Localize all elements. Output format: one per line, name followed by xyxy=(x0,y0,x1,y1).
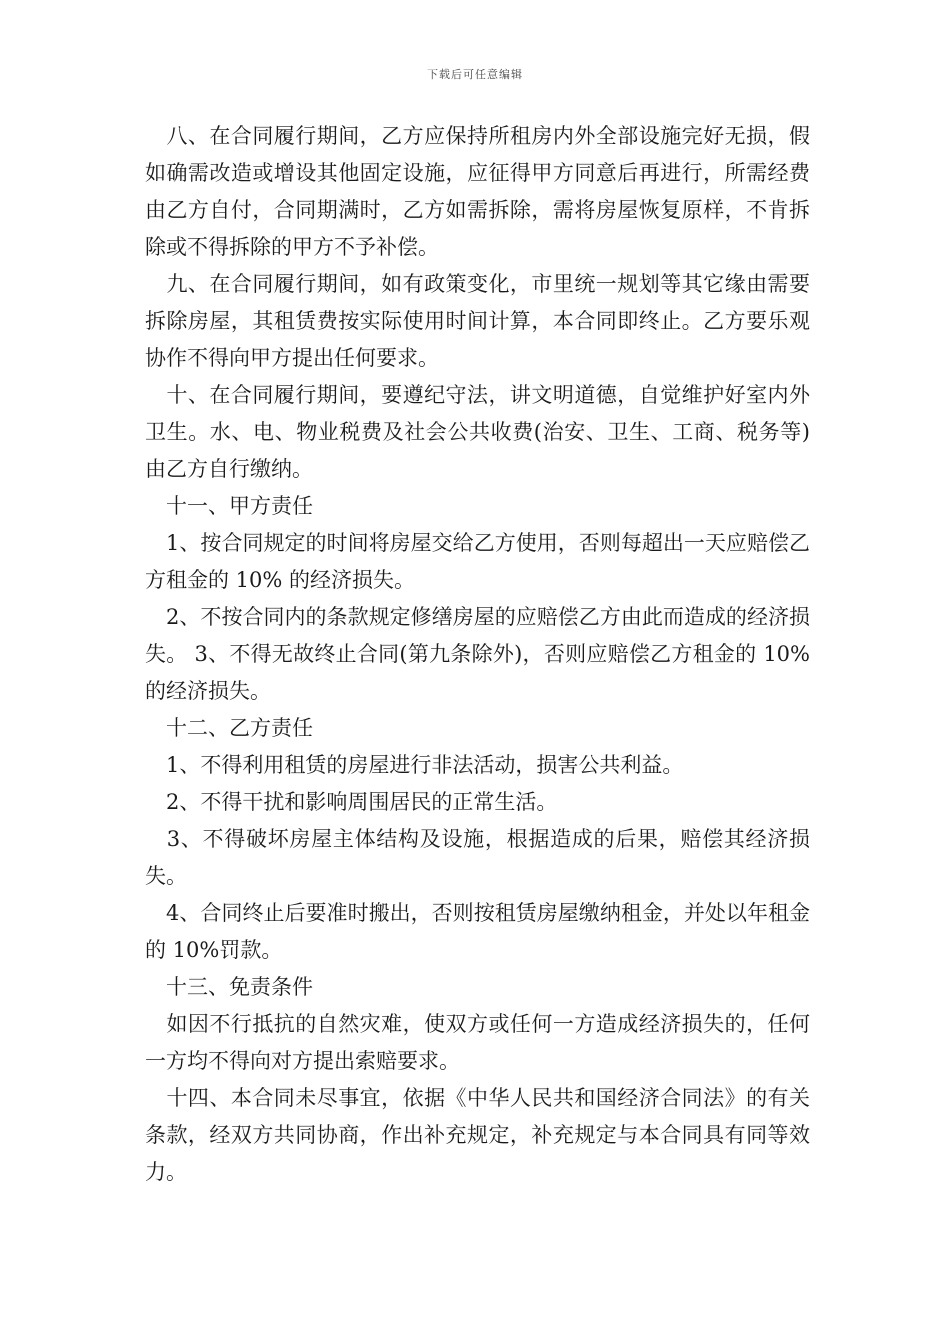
clause-11-heading: 十一、甲方责任 xyxy=(145,494,313,518)
clause-11-item-1: 1、按合同规定的时间将房屋交给乙方使用，否则每超出一天应赔偿乙方租金的 10% 的经济损失。 xyxy=(145,531,810,592)
clause-12-item-1: 1、不得利用租赁的房屋进行非法活动，损害公共利益。 xyxy=(145,753,684,777)
clause-10: 十、在合同履行期间，要遵纪守法，讲文明道德，自觉维护好室内外卫生。水、电、物业税费及社会公共收费(治安、卫生、工商、税务等)由乙方自行缴纳。 xyxy=(145,383,810,481)
clause-12-heading: 十二、乙方责任 xyxy=(145,716,313,740)
clause-12-item-3: 3、不得破坏房屋主体结构及设施，根据造成的后果，赔偿其经济损失。 xyxy=(145,827,810,888)
clause-12-item-4: 4、合同终止后要准时搬出，否则按租赁房屋缴纳租金，并处以年租金的 10%罚款。 xyxy=(145,901,810,962)
page-header-note: 下载后可任意编辑 xyxy=(427,68,523,81)
clause-9: 九、在合同履行期间，如有政策变化，市里统一规划等其它缘由需要拆除房屋，其租赁费按实际使用时间计算，本合同即终止。乙方要乐观协作不得向甲方提出任何要求。 xyxy=(145,272,810,370)
clause-12-item-2: 2、不得干扰和影响周围居民的正常生活。 xyxy=(145,790,558,814)
clause-13-body: 如因不行抵抗的自然灾难，使双方或任何一方造成经济损失的，任何一方均不得向对方提出索赔要求。 xyxy=(145,1012,810,1073)
clause-8: 八、在合同履行期间，乙方应保持所租房内外全部设施完好无损，假如确需改造或增设其他固定设施，应征得甲方同意后再进行，所需经费由乙方自付，合同期满时，乙方如需拆除，需将房屋恢复原样，不肯拆除或不得拆除的甲方不予补偿。 xyxy=(145,124,810,259)
document-body xyxy=(145,118,810,1191)
clause-11-item-2: 2、不按合同内的条款规定修缮房屋的应赔偿乙方由此而造成的经济损失。 3、不得无故终止合同(第九条除外)，否则应赔偿乙方租金的 10%的经济损失。 xyxy=(145,605,810,703)
clause-14: 十四、本合同未尽事宜，依据《中华人民共和国经济合同法》的有关条款，经双方共同协商，作出补充规定，补充规定与本合同具有同等效力。 xyxy=(145,1086,810,1184)
clause-13-heading: 十三、免责条件 xyxy=(145,975,313,999)
